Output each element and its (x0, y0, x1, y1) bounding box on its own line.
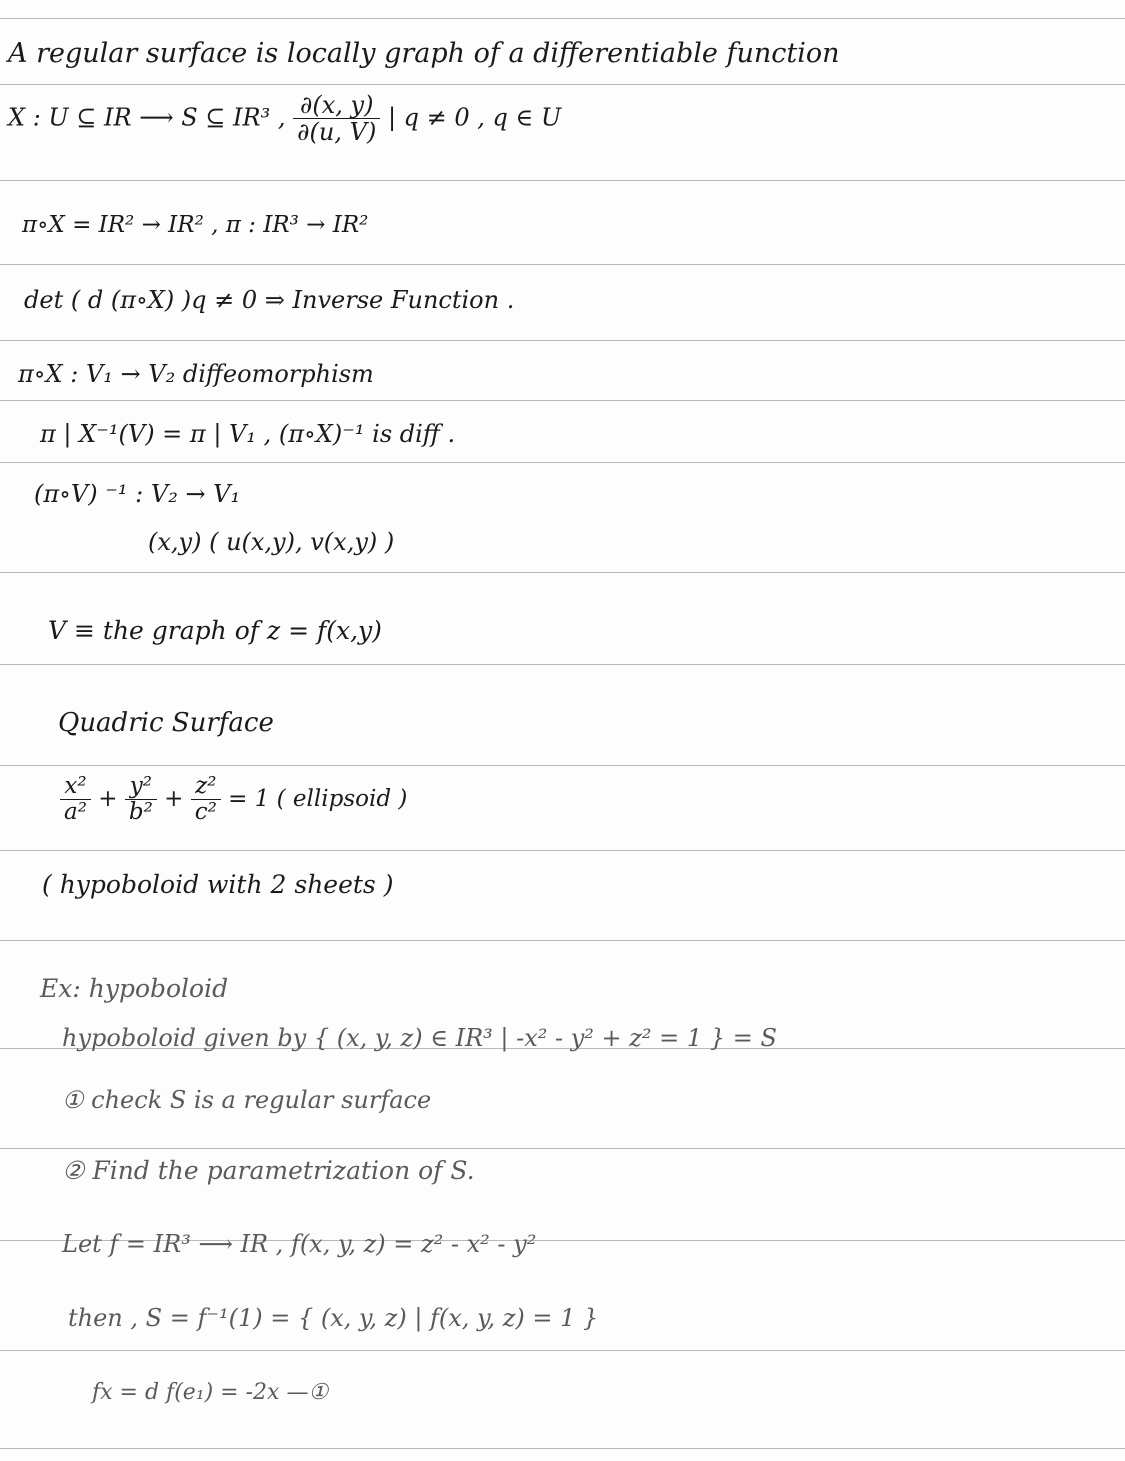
term-y-denominator: b² (125, 799, 157, 825)
ruled-line (0, 765, 1125, 766)
note-line-2 (8, 92, 561, 146)
plus-sign: + (164, 785, 184, 812)
term-x-numerator: x² (64, 773, 87, 799)
term-z-fraction (191, 774, 221, 826)
term-y-numerator: y² (129, 773, 152, 799)
line2-right: | q ≠ 0 , q ∈ U (387, 103, 562, 132)
term-x-denominator: a² (60, 799, 91, 825)
note-line-16: ② Find the parametrization of S. (62, 1156, 475, 1185)
note-line-11 (60, 774, 407, 826)
ruled-line (0, 572, 1125, 573)
ellipsoid-label: = 1 ( ellipsoid ) (228, 785, 408, 812)
jacobian-numerator: ∂(x, y) (299, 91, 374, 119)
ruled-line (0, 850, 1125, 851)
note-line-3: π∘X = IR² → IR² , π : IR³ → IR² (22, 212, 369, 238)
note-line-7: (π∘V) ⁻¹ : V₂ → V₁ (34, 480, 241, 508)
ruled-line (0, 180, 1125, 181)
ruled-line (0, 1148, 1125, 1149)
note-line-9: V ≡ the graph of z = f(x,y) (48, 616, 382, 645)
jacobian-fraction (293, 92, 380, 146)
note-line-8: (x,y) ( u(x,y), v(x,y) ) (148, 528, 395, 556)
line2-left: X : U ⊆ IR ⟶ S ⊆ IR³ , (8, 103, 286, 132)
note-line-13: Ex: hypoboloid (40, 974, 229, 1003)
note-line-6: π | X⁻¹(V) = π | V₁ , (π∘X)⁻¹ is diff . (40, 420, 456, 448)
note-line-1: A regular surface is locally graph of a differentiable function (8, 38, 840, 69)
ruled-line (0, 264, 1125, 265)
ruled-line (0, 84, 1125, 85)
ruled-line (0, 462, 1125, 463)
ruled-line (0, 18, 1125, 19)
note-line-15: ① check S is a regular surface (62, 1086, 432, 1114)
ruled-line (0, 1448, 1125, 1449)
ruled-line (0, 940, 1125, 941)
note-line-17: Let f = IR³ ⟶ IR , f(x, y, z) = z² - x² - y² (62, 1230, 537, 1258)
plus-sign: + (98, 785, 118, 812)
note-line-10: Quadric Surface (58, 708, 274, 738)
note-line-14: hypoboloid given by { (x, y, z) ∈ IR³ | -x² - y² + z² = 1 } = S (62, 1024, 777, 1052)
ruled-line (0, 340, 1125, 341)
ruled-line (0, 664, 1125, 665)
term-y-fraction (125, 774, 157, 826)
ruled-line (0, 400, 1125, 401)
note-line-18: then , S = f⁻¹(1) = { (x, y, z) | f(x, y, z) = 1 } (68, 1304, 599, 1332)
term-z-denominator: c² (191, 799, 221, 825)
note-line-5: π∘X : V₁ → V₂ diffeomorphism (18, 360, 374, 388)
note-line-19: fx = d f(e₁) = -2x —① (92, 1380, 329, 1405)
ruled-line (0, 1350, 1125, 1351)
term-z-numerator: z² (195, 773, 217, 799)
term-x-fraction (60, 774, 91, 826)
jacobian-denominator: ∂(u, V) (293, 118, 380, 145)
note-line-4: det ( d (π∘X) )q ≠ 0 ⇒ Inverse Function . (24, 286, 515, 314)
note-line-12: ( hypoboloid with 2 sheets ) (42, 870, 394, 899)
